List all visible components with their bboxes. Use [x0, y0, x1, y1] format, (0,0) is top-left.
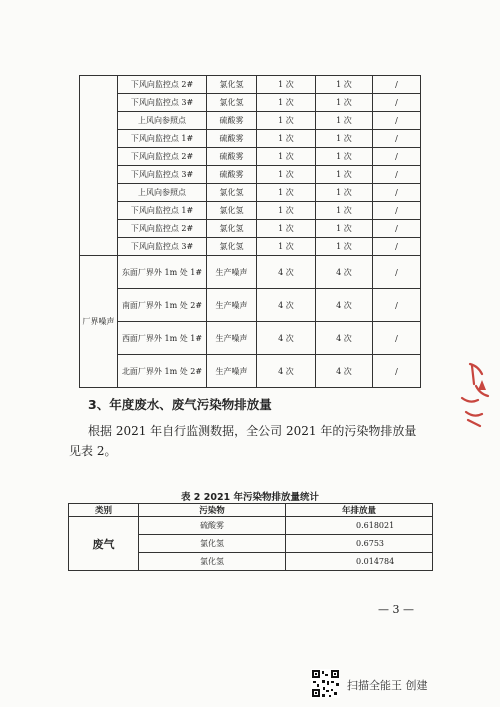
note-cell: / — [373, 166, 421, 184]
frequency-cell: 1 次 — [316, 76, 373, 94]
emission-table — [68, 503, 433, 571]
frequency-cell: 4 次 — [316, 289, 373, 322]
table-row — [80, 202, 421, 220]
group-cell-empty — [80, 76, 118, 256]
frequency-cell: 1 次 — [316, 220, 373, 238]
frequency-cell: 1 次 — [316, 166, 373, 184]
note-cell: / — [373, 202, 421, 220]
pollutant-cell: 生产噪声 — [207, 322, 257, 355]
pollutant-cell: 硫酸雾 — [139, 517, 286, 535]
header-category: 类别 — [69, 504, 139, 517]
point-cell: 上风向参照点 — [118, 112, 207, 130]
table-row — [80, 355, 421, 388]
point-cell: 下风向监控点 3# — [118, 94, 207, 112]
note-cell: / — [373, 238, 421, 256]
monitoring-table — [79, 75, 421, 388]
table-row — [80, 289, 421, 322]
red-seal-stamp — [452, 360, 492, 430]
table-row — [69, 517, 433, 535]
note-cell: / — [373, 130, 421, 148]
table-row — [80, 184, 421, 202]
amount-cell: 0.014784 — [286, 553, 433, 571]
pollutant-cell: 硫酸雾 — [207, 112, 257, 130]
frequency-cell: 1 次 — [316, 202, 373, 220]
pollutant-cell: 硫酸雾 — [207, 130, 257, 148]
frequency-cell: 1 次 — [257, 220, 316, 238]
note-cell: / — [373, 112, 421, 130]
table-row — [80, 94, 421, 112]
table-row — [80, 166, 421, 184]
note-cell: / — [373, 184, 421, 202]
frequency-cell: 1 次 — [257, 76, 316, 94]
point-cell: 下风向监控点 1# — [118, 130, 207, 148]
note-cell: / — [373, 289, 421, 322]
note-cell: / — [373, 355, 421, 388]
note-cell: / — [373, 94, 421, 112]
paragraph-line-2: 见表 2。 — [69, 444, 117, 458]
qr-code-icon — [311, 669, 340, 698]
paragraph-line-1: 根据 2021 年自行监测数据，全公司 2021 年的污染物排放量 — [88, 424, 417, 438]
table-row — [80, 238, 421, 256]
pollutant-cell: 生产噪声 — [207, 289, 257, 322]
pollutant-cell: 氯化氢 — [207, 184, 257, 202]
header-pollutant: 污染物 — [139, 504, 286, 517]
note-cell: / — [373, 76, 421, 94]
amount-cell: 0.6753 — [286, 535, 433, 553]
frequency-cell: 4 次 — [257, 289, 316, 322]
pollutant-cell: 氯化氢 — [207, 76, 257, 94]
frequency-cell: 1 次 — [257, 112, 316, 130]
point-cell: 北面厂界外 1m 处 2# — [118, 355, 207, 388]
frequency-cell: 1 次 — [316, 148, 373, 166]
frequency-cell: 1 次 — [316, 238, 373, 256]
frequency-cell: 4 次 — [257, 355, 316, 388]
note-cell: / — [373, 256, 421, 289]
table-row — [80, 148, 421, 166]
frequency-cell: 4 次 — [257, 256, 316, 289]
table-row — [80, 112, 421, 130]
frequency-cell: 1 次 — [257, 148, 316, 166]
note-cell: / — [373, 220, 421, 238]
category-cell: 废气 — [69, 517, 139, 571]
point-cell: 下风向监控点 2# — [118, 220, 207, 238]
frequency-cell: 1 次 — [316, 94, 373, 112]
pollutant-cell: 氯化氢 — [207, 220, 257, 238]
table2-header-row — [69, 504, 433, 517]
section-heading: 3、年度废水、废气污染物排放量 — [88, 397, 272, 412]
frequency-cell: 1 次 — [257, 202, 316, 220]
point-cell: 南面厂界外 1m 处 2# — [118, 289, 207, 322]
table-row — [80, 76, 421, 94]
frequency-cell: 1 次 — [257, 238, 316, 256]
frequency-cell: 4 次 — [316, 322, 373, 355]
pollutant-cell: 氯化氢 — [207, 94, 257, 112]
point-cell: 下风向监控点 3# — [118, 238, 207, 256]
point-cell: 下风向监控点 2# — [118, 148, 207, 166]
pollutant-cell: 硫酸雾 — [207, 148, 257, 166]
note-cell: / — [373, 322, 421, 355]
frequency-cell: 4 次 — [316, 256, 373, 289]
frequency-cell: 4 次 — [257, 322, 316, 355]
table-row — [80, 256, 421, 289]
scanner-watermark: 扫描全能王 创建 — [347, 679, 428, 692]
table-row — [80, 322, 421, 355]
table2-caption: 表 2 2021 年污染物排放量统计 — [181, 492, 319, 503]
frequency-cell: 1 次 — [316, 184, 373, 202]
frequency-cell: 1 次 — [257, 184, 316, 202]
pollutant-cell: 氯化氢 — [139, 553, 286, 571]
point-cell: 西面厂界外 1m 处 1# — [118, 322, 207, 355]
pollutant-cell: 硫酸雾 — [207, 166, 257, 184]
point-cell: 下风向监控点 1# — [118, 202, 207, 220]
table-row — [80, 130, 421, 148]
frequency-cell: 1 次 — [257, 94, 316, 112]
frequency-cell: 1 次 — [257, 130, 316, 148]
frequency-cell: 1 次 — [316, 112, 373, 130]
point-cell: 下风向监控点 2# — [118, 76, 207, 94]
amount-cell: 0.618021 — [286, 517, 433, 535]
group-cell-noise: 厂界噪声 — [80, 256, 118, 388]
frequency-cell: 1 次 — [316, 130, 373, 148]
note-cell: / — [373, 148, 421, 166]
frequency-cell: 4 次 — [316, 355, 373, 388]
page-number: — 3 — — [378, 603, 414, 616]
table-row — [80, 220, 421, 238]
point-cell: 下风向监控点 3# — [118, 166, 207, 184]
pollutant-cell: 氯化氢 — [139, 535, 286, 553]
pollutant-cell: 生产噪声 — [207, 256, 257, 289]
pollutant-cell: 生产噪声 — [207, 355, 257, 388]
point-cell: 上风向参照点 — [118, 184, 207, 202]
point-cell: 东面厂界外 1m 处 1# — [118, 256, 207, 289]
header-amount: 年排放量 — [286, 504, 433, 517]
pollutant-cell: 氯化氢 — [207, 202, 257, 220]
frequency-cell: 1 次 — [257, 166, 316, 184]
pollutant-cell: 氯化氢 — [207, 238, 257, 256]
